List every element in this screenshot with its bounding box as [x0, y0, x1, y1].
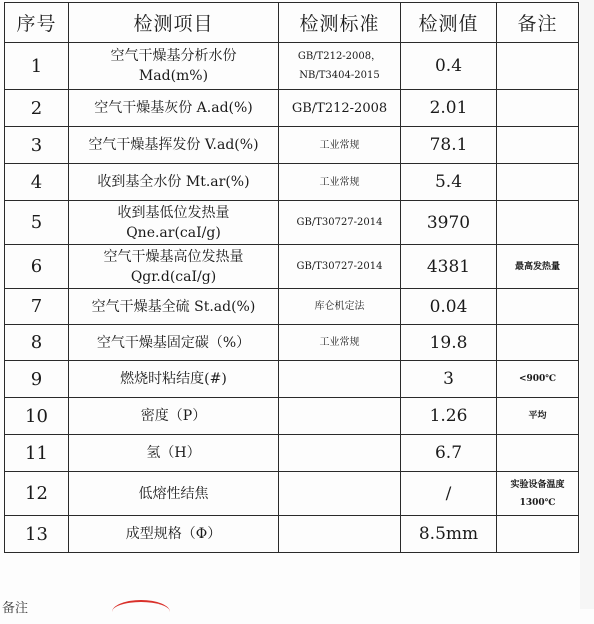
test-value: 8.5mm	[401, 516, 497, 553]
test-item	[69, 361, 279, 398]
remark-line: 实验设备温度	[510, 479, 565, 490]
header-standard: 检测标准	[279, 3, 401, 43]
remark	[497, 201, 579, 245]
test-standard	[279, 435, 401, 472]
test-standard-line: 库仑机定法	[314, 301, 365, 312]
remark	[497, 435, 579, 472]
remark-line: 平均	[528, 411, 547, 421]
test-item	[69, 289, 279, 325]
test-item-line: Qne.ar(caI/g)	[126, 224, 221, 241]
row-number: 5	[5, 201, 69, 245]
table-row	[5, 398, 579, 435]
test-item-line: 空气干燥基分析水份	[110, 48, 237, 64]
test-value: /	[401, 472, 497, 516]
remark-line: <900℃	[518, 374, 557, 384]
header-value: 检测值	[401, 3, 497, 43]
test-item-line: 空气干燥基挥发份 V.ad(%)	[88, 137, 259, 153]
table-row	[5, 435, 579, 472]
test-item-line: 空气干燥基全硫 St.ad(%)	[91, 298, 256, 315]
test-value: 78.1	[401, 127, 497, 164]
test-item	[69, 398, 279, 435]
row-number: 6	[5, 245, 69, 289]
row-number: 4	[5, 164, 69, 201]
test-item	[69, 435, 279, 472]
test-value: 0.4	[401, 43, 497, 90]
remark	[497, 398, 579, 435]
test-value: 1.26	[401, 398, 497, 435]
row-number: 3	[5, 127, 69, 164]
test-item	[69, 90, 279, 127]
test-value: 3970	[401, 201, 497, 245]
test-item-line: 低熔性结焦	[138, 485, 209, 502]
test-value: 19.8	[401, 325, 497, 361]
table-row	[5, 472, 579, 516]
test-item	[69, 164, 279, 201]
test-item	[69, 43, 279, 90]
remark	[497, 472, 579, 516]
test-standard	[279, 127, 401, 164]
header-no: 序号	[5, 3, 69, 43]
table-row	[5, 201, 579, 245]
test-item-line: 燃烧时粘结度(#)	[120, 371, 227, 387]
test-item-line: 密度（P）	[140, 408, 207, 424]
test-item-line: 空气干燥基固定碳（%）	[96, 334, 251, 351]
test-value: 2.01	[401, 90, 497, 127]
remark-line: 1300℃	[519, 497, 556, 508]
test-item	[69, 516, 279, 553]
remark	[497, 325, 579, 361]
test-item-line: 空气干燥基灰份 A.ad(%)	[94, 100, 253, 116]
row-number: 13	[5, 516, 69, 553]
test-standard	[279, 325, 401, 361]
test-standard-line: NB/T3404-2015	[299, 70, 380, 81]
coal-test-report-table	[4, 2, 579, 553]
test-standard	[279, 43, 401, 90]
test-standard	[279, 245, 401, 289]
test-standard	[279, 201, 401, 245]
row-number: 9	[5, 361, 69, 398]
remark	[497, 43, 579, 90]
remark	[497, 127, 579, 164]
test-standard	[279, 472, 401, 516]
test-item-line: 氢（H）	[146, 445, 201, 461]
test-item	[69, 472, 279, 516]
test-value: 4381	[401, 245, 497, 289]
table-row	[5, 164, 579, 201]
remark	[497, 361, 579, 398]
test-standard	[279, 398, 401, 435]
report-rows	[5, 43, 579, 553]
table-row	[5, 516, 579, 553]
row-number: 10	[5, 398, 69, 435]
row-number: 2	[5, 90, 69, 127]
test-standard	[279, 361, 401, 398]
test-standard-line: 工业常规	[319, 337, 360, 348]
test-standard-line: GB/T212-2008，	[297, 51, 382, 62]
header-remark: 备注	[497, 3, 579, 43]
remark	[497, 90, 579, 127]
test-item-line: 收到基全水份 Mt.ar(%)	[97, 174, 250, 190]
test-item-line: Mad(m%)	[138, 68, 209, 84]
test-item-line: 成型规格（Φ）	[125, 526, 222, 542]
table-row	[5, 245, 579, 289]
test-standard-line: GB/T30727-2014	[296, 217, 383, 228]
test-item-line: 空气干燥基高位发热量	[103, 248, 244, 265]
test-standard	[279, 516, 401, 553]
test-standard-line: 工业常规	[319, 139, 360, 151]
test-standard-line: 工业常规	[319, 176, 360, 188]
table-row	[5, 90, 579, 127]
test-item	[69, 245, 279, 289]
page-edge	[580, 0, 594, 609]
test-standard	[279, 90, 401, 127]
row-number: 12	[5, 472, 69, 516]
remark	[497, 289, 579, 325]
row-number: 1	[5, 43, 69, 90]
remark	[497, 245, 579, 289]
remark	[497, 516, 579, 553]
table-row	[5, 361, 579, 398]
test-item-line: Qgr.d(caI/g)	[130, 268, 217, 285]
test-item	[69, 127, 279, 164]
table-row	[5, 127, 579, 164]
table-row	[5, 289, 579, 325]
row-number: 7	[5, 289, 69, 325]
table-row	[5, 43, 579, 90]
test-standard-line: GB/T212-2008	[291, 100, 388, 116]
row-number: 8	[5, 325, 69, 361]
remark-line: 最高发热量	[514, 261, 560, 272]
table-row	[5, 325, 579, 361]
test-value: 0.04	[401, 289, 497, 325]
header-item: 检测项目	[69, 3, 279, 43]
test-item	[69, 325, 279, 361]
test-standard-line: GB/T30727-2014	[296, 261, 383, 272]
header-row	[5, 3, 579, 43]
test-item-line: 收到基低位发热量	[117, 204, 230, 221]
row-number: 11	[5, 435, 69, 472]
remark	[497, 164, 579, 201]
red-stamp-seal	[112, 600, 170, 624]
test-value: 5.4	[401, 164, 497, 201]
test-value: 6.7	[401, 435, 497, 472]
test-standard	[279, 289, 401, 325]
test-value: 3	[401, 361, 497, 398]
test-item	[69, 201, 279, 245]
footer-note: 备注	[2, 601, 29, 616]
test-standard	[279, 164, 401, 201]
